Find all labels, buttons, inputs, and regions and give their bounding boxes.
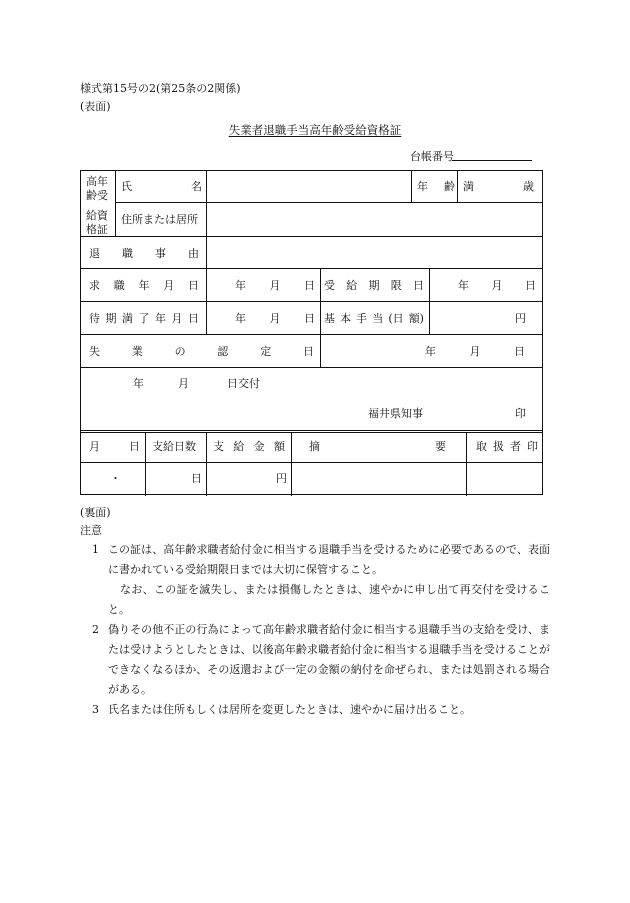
notes-heading: 注意 — [80, 524, 102, 537]
rule — [81, 268, 543, 269]
certificate-form — [80, 170, 543, 495]
rule — [115, 171, 116, 236]
note-number: 3 — [92, 703, 99, 716]
rule — [291, 432, 292, 496]
rule — [81, 236, 543, 237]
row-days-unit[interactable]: 日 — [191, 472, 202, 485]
benefit-deadline-label: 受 給 期 限 日 — [324, 279, 424, 292]
retire-reason-field[interactable] — [211, 242, 536, 264]
note-number: 2 — [92, 623, 99, 636]
note-text: なお、この証を滅失し、または損傷したときは、速やかに申し出て再交付を受けること。 — [108, 583, 550, 616]
document-title-text: 失業者退職手当高年齢受給資格証 — [228, 123, 402, 137]
rule — [206, 432, 207, 496]
address-label: 住所または居所 — [121, 213, 198, 226]
rule — [81, 462, 543, 463]
issue-year: 年 — [133, 377, 144, 390]
row-date-dot[interactable]: ・ — [110, 472, 121, 485]
rule — [81, 367, 543, 368]
rule — [320, 268, 321, 334]
rule — [320, 334, 321, 367]
basic-allowance-label: 基 本 手 当 (日 額) — [324, 312, 424, 325]
rule — [81, 430, 543, 431]
rule — [81, 301, 543, 302]
unemployment-date-label: 失 業 の 認 定 日 — [89, 345, 314, 358]
rule — [429, 268, 430, 334]
document-title — [0, 122, 630, 138]
col-amount: 支 給 金 額 — [213, 440, 285, 453]
row-amount-unit[interactable]: 円 — [276, 472, 287, 485]
note-text: 氏名または住所もしくは居所を変更したときは、速やかに届け出ること。 — [108, 703, 471, 716]
job-search-date-label: 求 職 年 月 日 — [89, 279, 199, 292]
rule — [457, 171, 458, 203]
basic-allowance-yen: 円 — [515, 312, 526, 325]
rule — [466, 432, 467, 496]
cert-label: 高年 齢受 給資 格証 — [86, 175, 108, 236]
retire-reason-label: 退 職 事 由 — [89, 247, 199, 260]
col-days: 支給日数 — [152, 440, 196, 453]
age-label-3: 満 — [463, 180, 474, 193]
note-number: 1 — [92, 543, 99, 556]
job-search-date-value[interactable]: 年 月 日 — [235, 279, 315, 292]
issue-month: 月 — [178, 377, 189, 390]
age-label: 年 齢 — [417, 180, 455, 193]
rule — [411, 171, 412, 203]
ledger-number-field[interactable] — [452, 160, 532, 161]
rule — [81, 334, 543, 335]
issuer-seal: 印 — [515, 407, 526, 420]
rule — [81, 432, 543, 433]
note-text: 偽りその他不正の行為によって高年齢求職者給付金に相当する退職手当の支給を受け、または受けようとしたときは、以後高年齢求職者給付金に相当する退職手当を受けることができなくなるほか、その返還および一定の金額の納付を命ぜられ、または処罰される場合がある。 — [108, 623, 550, 696]
form-number: 様式第15号の2(第25条の2関係) — [80, 82, 241, 95]
name-label-2: 名 — [191, 180, 202, 193]
col-day: 日 — [129, 440, 140, 453]
address-field[interactable] — [211, 209, 536, 231]
col-summary-2: 要 — [435, 440, 446, 453]
col-summary: 摘 — [309, 440, 320, 453]
issue-day: 日交付 — [227, 377, 260, 390]
issuer-name: 福井県知事 — [368, 407, 423, 420]
age-unit: 歳 — [523, 180, 534, 193]
col-handler-seal: 取 扱 者 印 — [476, 440, 538, 453]
waiting-end-date-label: 待 期 満 了 年 月 日 — [89, 312, 199, 325]
note-text: この証は、高年齢求職者給付金に相当する退職手当を受けるために必要であるので、表面に書かれている受給期限日までは大切に保管すること。 — [108, 543, 550, 576]
waiting-end-date-value[interactable]: 年 月 日 — [235, 312, 315, 325]
front-side-label: (表面) — [80, 100, 111, 113]
col-month: 月 — [89, 440, 100, 453]
benefit-deadline-value[interactable]: 年 月 日 — [458, 279, 536, 292]
name-field[interactable] — [211, 176, 406, 198]
back-side-label: (裏面) — [80, 506, 111, 519]
unemployment-date-value[interactable]: 年 月 日 — [425, 345, 525, 358]
rule — [206, 171, 207, 203]
rule — [145, 432, 146, 496]
name-label: 氏 — [121, 180, 132, 193]
rule — [115, 202, 543, 203]
ledger-number-label: 台帳番号 — [410, 150, 454, 163]
